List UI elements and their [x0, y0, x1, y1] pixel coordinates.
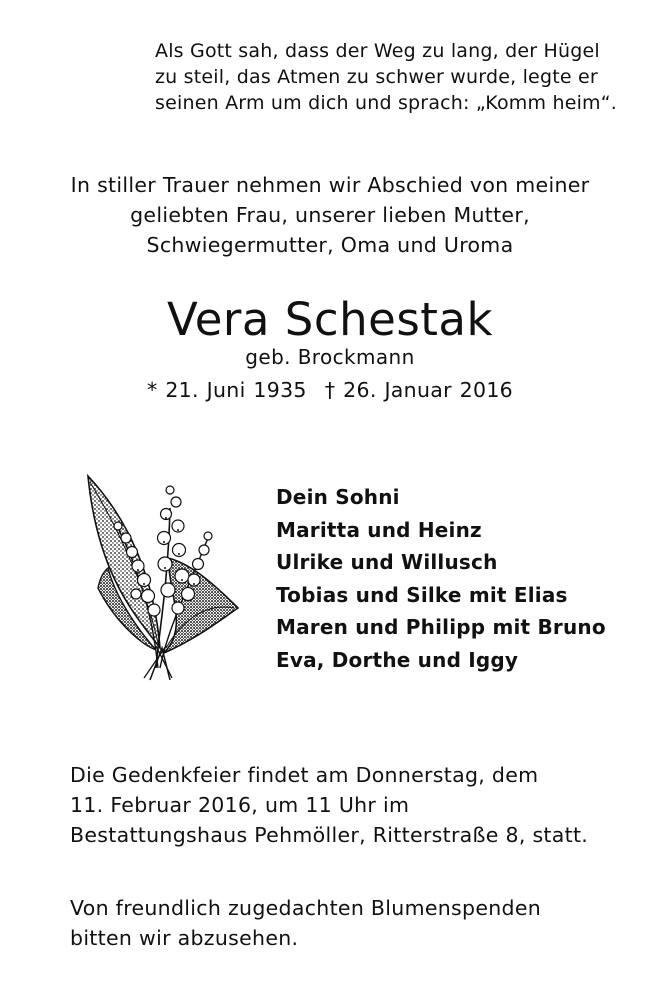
life-dates [0, 375, 660, 405]
intro-line: In stiller Trauer nehmen wir Abschied von meiner [70, 173, 590, 197]
note-line: bitten wir abzusehen. [70, 926, 299, 950]
poem-verse [155, 38, 635, 116]
poem-line: Als Gott sah, dass der Weg zu lang, der Hügel [155, 40, 600, 62]
flower-donation-note [70, 893, 650, 953]
ceremony-line: Bestattungshaus Pehmöller, Ritterstraße 8, statt. [70, 823, 589, 847]
ceremony-line: Die Gedenkfeier findet am Donnerstag, dem [70, 763, 539, 787]
mourning-intro [0, 170, 660, 260]
note-line: Von freundlich zugedachten Blumenspenden [70, 896, 542, 920]
death-date: † 26. Januar 2016 [324, 378, 514, 402]
mourner-name: Tobias und Silke mit Elias [276, 582, 568, 607]
lily-of-the-valley-icon [58, 468, 248, 683]
mourner-name: Eva, Dorthe und Iggy [276, 647, 519, 672]
poem-line: seinen Arm um dich und sprach: „Komm heim“. [155, 92, 618, 114]
intro-line: Schwiegermutter, Oma und Uroma [146, 233, 514, 257]
birth-date: * 21. Juni 1935 [146, 378, 307, 402]
maiden-name: geb. Brockmann [245, 345, 415, 369]
ceremony-notice [70, 760, 650, 850]
mourner-name: Dein Sohni [276, 485, 400, 509]
intro-line: geliebten Frau, unserer lieben Mutter, [130, 203, 530, 227]
mourner-name: Ulrike und Willusch [276, 550, 498, 574]
poem-line: zu steil, das Atmen zu schwer wurde, legte er [155, 66, 598, 88]
mourner-name: Maren und Philipp mit Bruno [276, 615, 606, 639]
mourners-list [276, 481, 656, 676]
mourner-name: Maritta und Heinz [276, 517, 482, 542]
ceremony-line: 11. Februar 2016, um 11 Uhr im [70, 793, 410, 817]
deceased-name: Vera Schestak [166, 293, 494, 346]
